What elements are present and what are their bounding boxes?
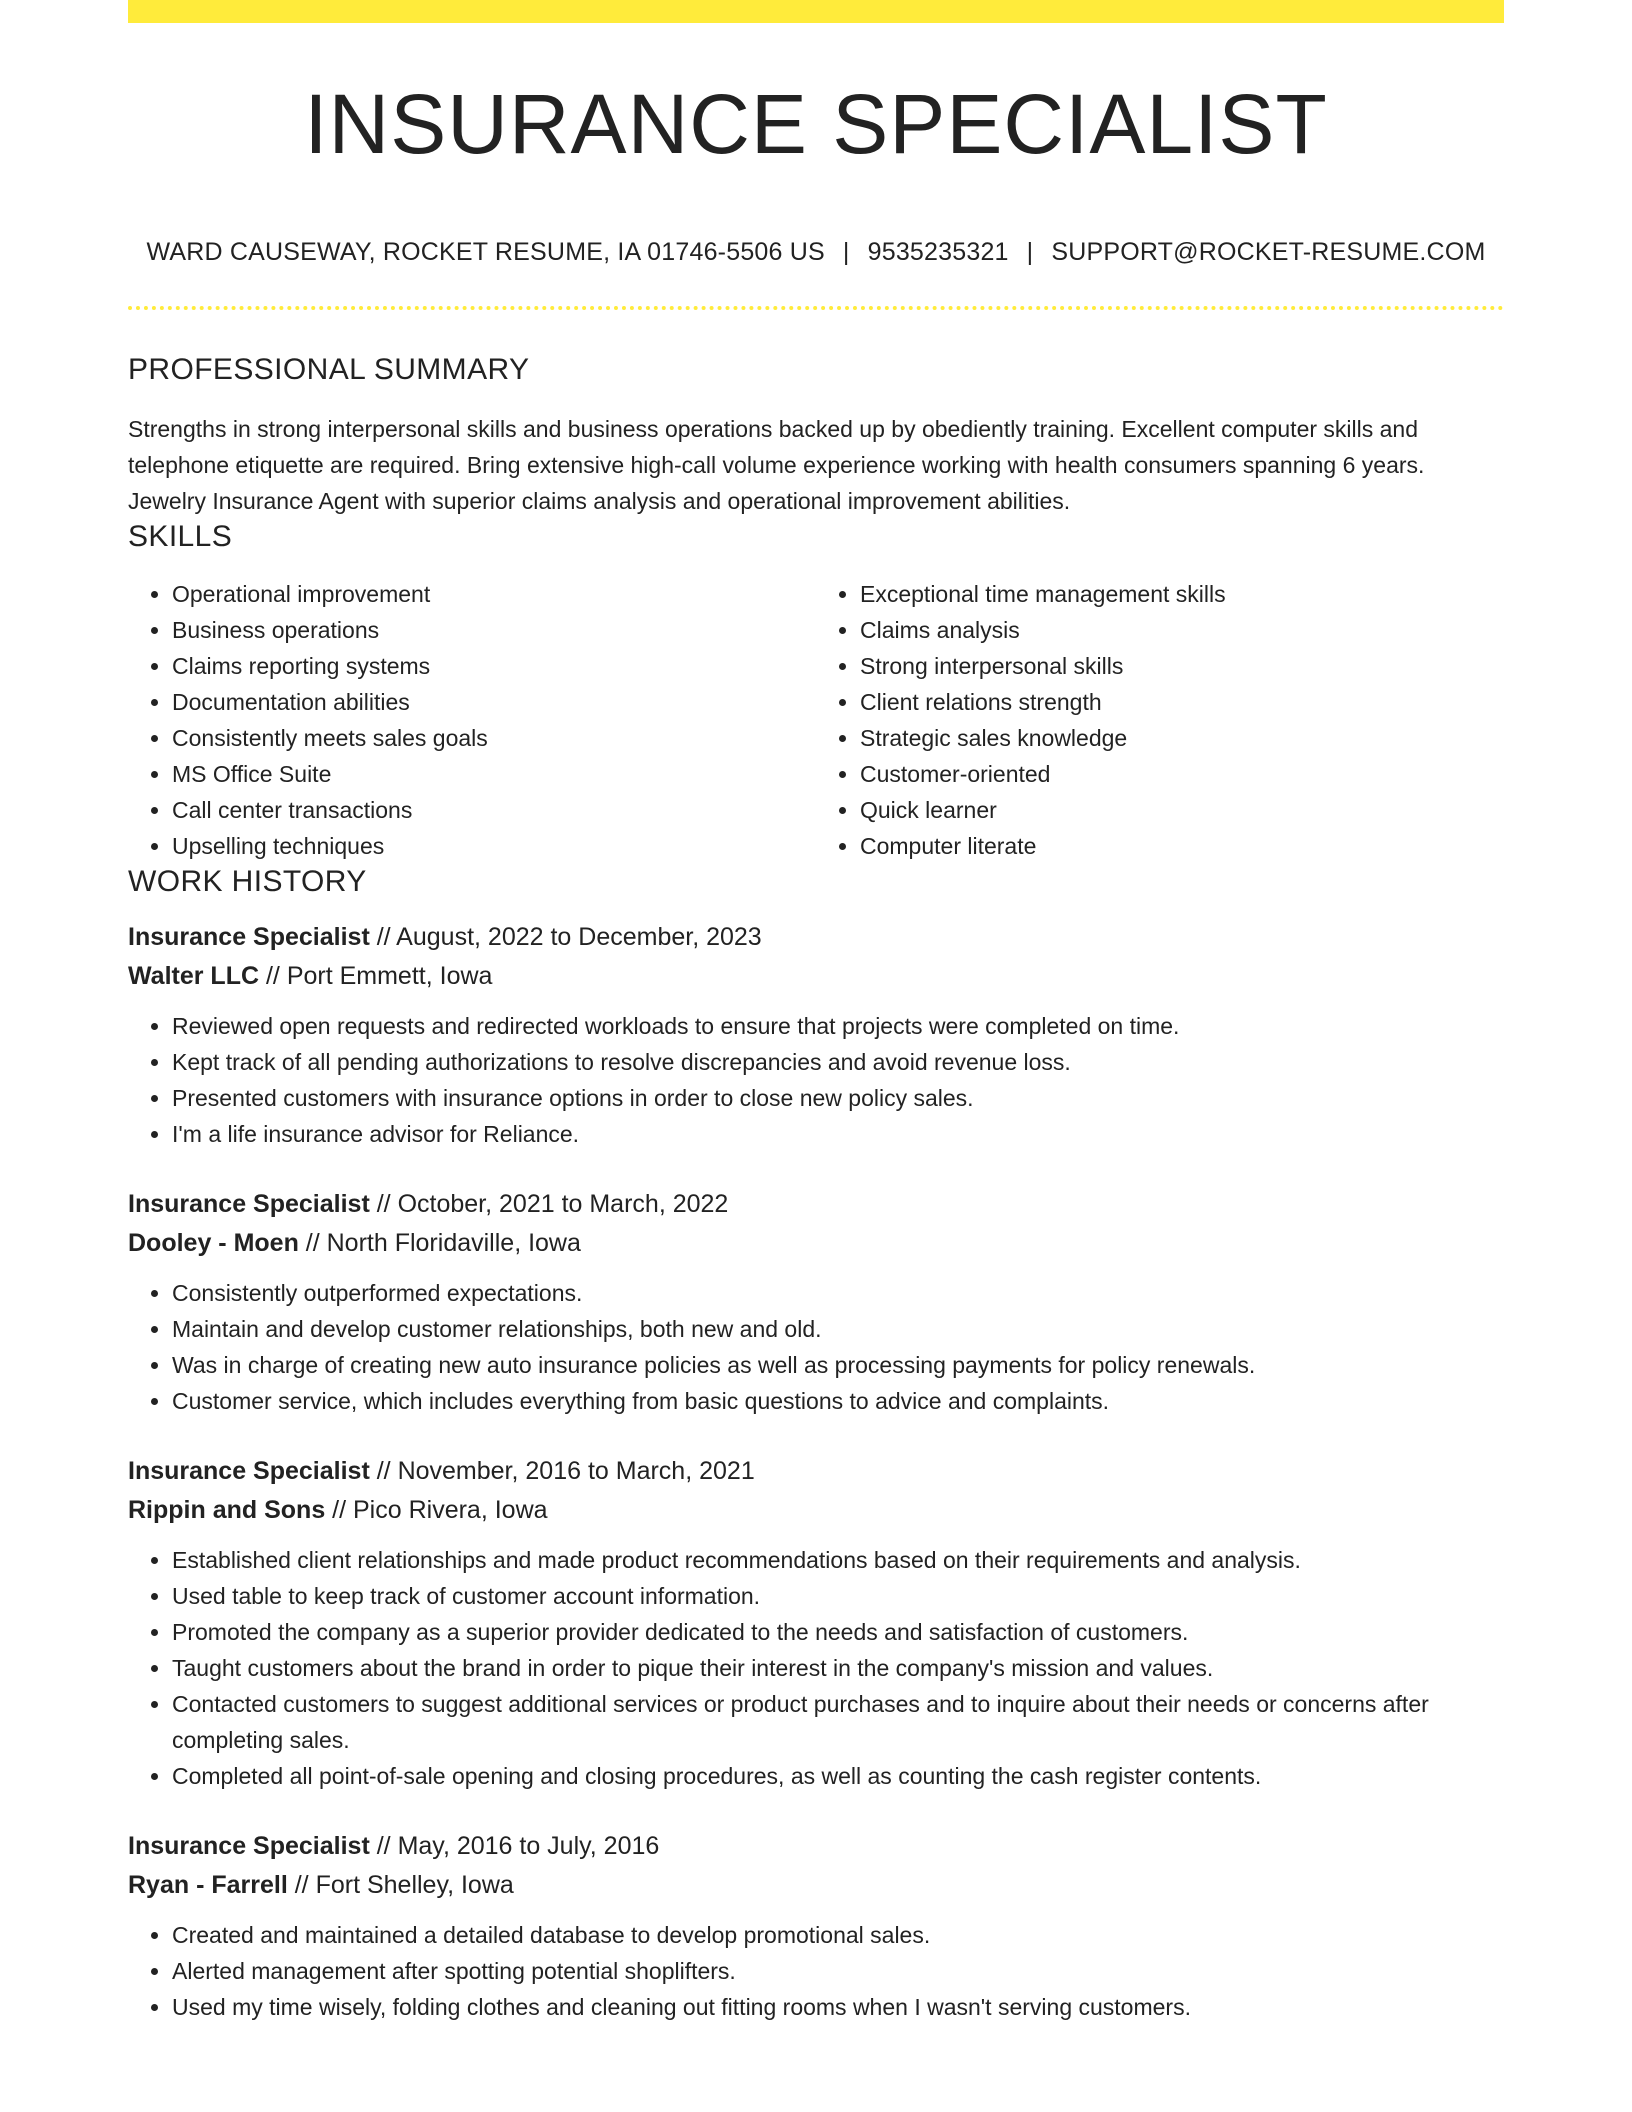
job-bullet: • Taught customers about the brand in order to pique their interest in the company's mission and values. [172, 1650, 1504, 1686]
skill-item: • Business operations [172, 612, 816, 648]
skills-columns [128, 576, 1504, 864]
skill-item: • MS Office Suite [172, 756, 816, 792]
contact-separator: | [842, 238, 850, 266]
job-dates: // November, 2016 to March, 2021 [369, 1457, 755, 1485]
job-title-line [128, 1185, 1504, 1224]
job-bullets [128, 1542, 1504, 1794]
job-dates: // May, 2016 to July, 2016 [369, 1832, 660, 1860]
job-role: Insurance Specialist [128, 923, 370, 951]
job-bullet: • Created and maintained a detailed database to develop promotional sales. [172, 1917, 1504, 1953]
skill-item: • Claims reporting systems [172, 648, 816, 684]
skills-section [128, 519, 1504, 864]
skills-list-right [816, 576, 1504, 864]
job-bullet: • Customer service, which includes everything from basic questions to advice and complaints. [172, 1383, 1504, 1419]
job-title-line [128, 1827, 1504, 1866]
job-company: Dooley - Moen [128, 1229, 299, 1257]
skill-item: • Upselling techniques [172, 828, 816, 864]
job-entry [128, 918, 1504, 1152]
job-bullets [128, 1275, 1504, 1419]
dotted-divider [128, 306, 1504, 310]
job-bullet: • Alerted management after spotting potential shoplifters. [172, 1953, 1504, 1989]
job-bullet: • Used my time wisely, folding clothes and cleaning out fitting rooms when I wasn't serving customers. [172, 1989, 1504, 2025]
job-role: Insurance Specialist [128, 1457, 370, 1485]
job-bullet: • Established client relationships and made product recommendations based on their requirements and analysis. [172, 1542, 1504, 1578]
job-bullet: • Completed all point-of-sale opening and closing procedures, as well as counting the cash register contents. [172, 1758, 1504, 1794]
job-title-line [128, 1452, 1504, 1491]
job-role: Insurance Specialist [128, 1190, 370, 1218]
work-history-section [128, 864, 1504, 2025]
skill-item: • Exceptional time management skills [860, 576, 1504, 612]
work-history-heading: WORK HISTORY [128, 865, 367, 898]
job-bullets [128, 1917, 1504, 2025]
job-dates: // August, 2022 to December, 2023 [369, 923, 762, 951]
skill-item: • Client relations strength [860, 684, 1504, 720]
contact-line [128, 238, 1504, 267]
skill-item: • Strong interpersonal skills [860, 648, 1504, 684]
summary-text: Strengths in strong interpersonal skills and business operations backed up by obediently training. Excellent computer skills and telephone etiquette are required. Bring extensive high-call volume experience working with health consumers spanning 6 years. Jewelry Insurance Agent with superior claims analysis and operational improvement abilities. [128, 416, 1425, 514]
contact-phone[interactable]: 9535235321 [867, 238, 1009, 266]
skill-item: • Consistently meets sales goals [172, 720, 816, 756]
skill-item: • Documentation abilities [172, 684, 816, 720]
skill-item: • Call center transactions [172, 792, 816, 828]
skill-item: • Claims analysis [860, 612, 1504, 648]
summary-section [128, 352, 1504, 519]
job-bullet: • Was in charge of creating new auto insurance policies as well as processing payments for policy renewals. [172, 1347, 1504, 1383]
job-company-line [128, 1224, 1504, 1263]
job-company-line [128, 1866, 1504, 1905]
job-entry [128, 1185, 1504, 1419]
contact-email[interactable]: SUPPORT@ROCKET-RESUME.COM [1051, 238, 1486, 266]
job-company: Ryan - Farrell [128, 1871, 288, 1899]
job-location: // Port Emmett, Iowa [259, 962, 493, 990]
skill-item: • Operational improvement [172, 576, 816, 612]
job-company-line [128, 1491, 1504, 1530]
job-bullet: • Promoted the company as a superior provider dedicated to the needs and satisfaction of customers. [172, 1614, 1504, 1650]
job-title-line [128, 918, 1504, 957]
job-bullet: • Maintain and develop customer relationships, both new and old. [172, 1311, 1504, 1347]
job-bullet: • Consistently outperformed expectations. [172, 1275, 1504, 1311]
contact-address: WARD CAUSEWAY, ROCKET RESUME, IA 01746-5506 US [146, 238, 825, 266]
job-company-line [128, 957, 1504, 996]
skill-item: • Quick learner [860, 792, 1504, 828]
job-bullet: • Reviewed open requests and redirected workloads to ensure that projects were completed on time. [172, 1008, 1504, 1044]
summary-heading: PROFESSIONAL SUMMARY [128, 353, 530, 386]
skill-item: • Strategic sales knowledge [860, 720, 1504, 756]
job-bullet: • Kept track of all pending authorizations to resolve discrepancies and avoid revenue loss. [172, 1044, 1504, 1080]
job-location: // North Floridaville, Iowa [298, 1229, 581, 1257]
skills-heading: SKILLS [128, 520, 233, 553]
job-company: Rippin and Sons [128, 1496, 326, 1524]
job-entry [128, 1827, 1504, 2025]
job-entry [128, 1452, 1504, 1794]
job-role: Insurance Specialist [128, 1832, 370, 1860]
job-dates: // October, 2021 to March, 2022 [369, 1190, 729, 1218]
job-bullet: • Contacted customers to suggest additional services or product purchases and to inquire about their needs or concerns after completing sales. [172, 1686, 1504, 1758]
job-bullets [128, 1008, 1504, 1152]
job-bullet: • I'm a life insurance advisor for Reliance. [172, 1116, 1504, 1152]
job-location: // Fort Shelley, Iowa [287, 1871, 514, 1899]
resume-body [128, 352, 1504, 2025]
skills-list-left [128, 576, 816, 864]
job-company: Walter LLC [128, 962, 260, 990]
job-location: // Pico Rivera, Iowa [325, 1496, 548, 1524]
candidate-title: INSURANCE SPECIALIST [304, 77, 1328, 171]
contact-separator: | [1026, 238, 1034, 266]
job-bullet: • Presented customers with insurance options in order to close new policy sales. [172, 1080, 1504, 1116]
accent-top-bar [128, 0, 1504, 23]
skill-item: • Computer literate [860, 828, 1504, 864]
job-bullet: • Used table to keep track of customer account information. [172, 1578, 1504, 1614]
skill-item: • Customer-oriented [860, 756, 1504, 792]
